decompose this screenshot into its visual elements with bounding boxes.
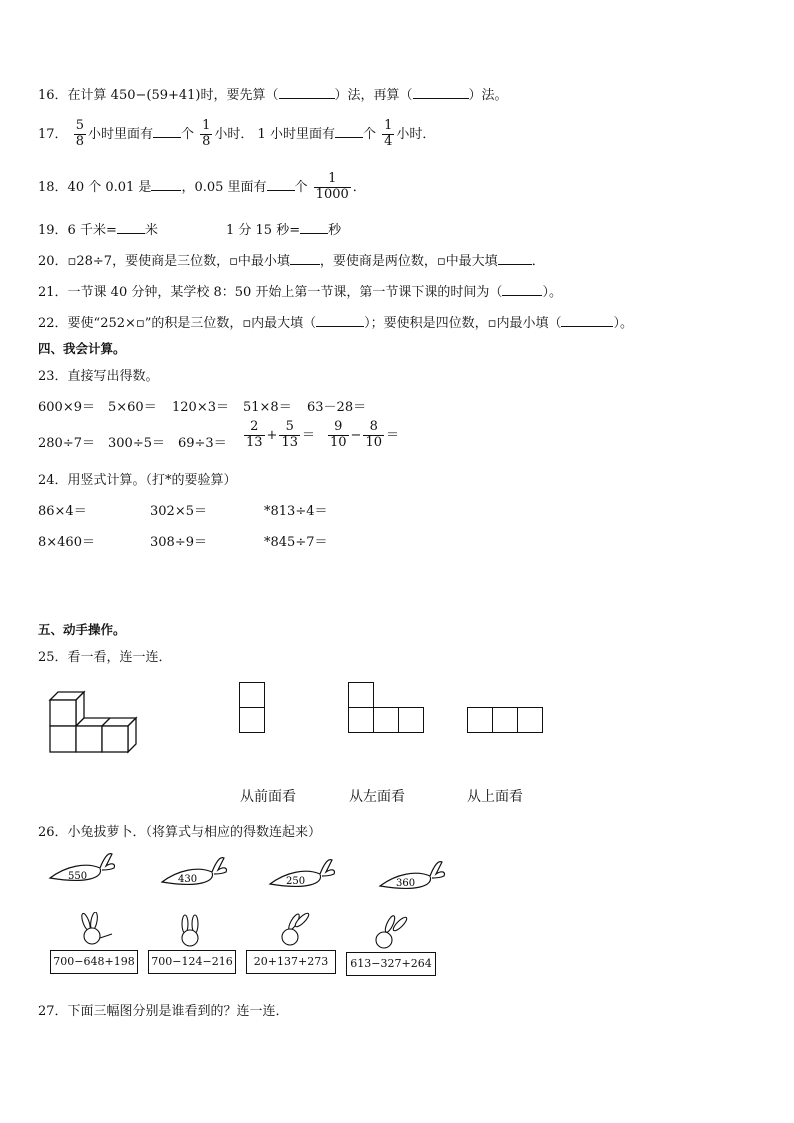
calc-item: 51×8＝	[243, 400, 292, 415]
section-4-heading: 四、我会计算。	[38, 341, 126, 356]
carrot-icon[interactable]	[266, 852, 338, 894]
fraction: $\frac{1}{1000}$	[315, 171, 349, 202]
answer-blank[interactable]	[335, 125, 363, 138]
view-left-cell	[398, 707, 424, 733]
calc-item: 120×3＝	[172, 400, 229, 415]
question-26-title: 26．小兔拔萝卜．（将算式与相应的得数连起来）	[38, 825, 322, 840]
question-23-title: 23．直接写出得数。	[38, 369, 159, 384]
calc-item: *813÷4＝	[264, 504, 328, 519]
answer-blank[interactable]	[561, 314, 613, 327]
rabbit-icon	[368, 914, 412, 950]
fraction-difference: $\frac{9}{10}$ − $\frac{8}{10}$ ＝	[330, 419, 400, 450]
fraction: $\frac{1}{8}$	[202, 118, 211, 149]
view-left-cell	[348, 682, 374, 708]
fraction-sum: $\frac{2}{13}$ + $\frac{5}{13}$ ＝	[246, 419, 316, 450]
calc-item: *845÷7＝	[264, 535, 328, 550]
calc-item: 600×9＝	[38, 400, 95, 415]
question-22: 22．要使“252×▫”的积是三位数，▫内最大填（ ）；要使积是四位数，▫内最小填（ ）。	[38, 316, 633, 331]
expression-box[interactable]: 700−124−216	[148, 950, 236, 974]
view-label: 从左面看	[349, 789, 405, 805]
answer-blank[interactable]	[279, 86, 335, 99]
section-5-heading: 五、动手操作。	[38, 622, 126, 637]
carrot-icon[interactable]	[158, 850, 230, 892]
answer-blank[interactable]	[502, 283, 542, 296]
answer-blank[interactable]	[413, 86, 469, 99]
rabbit-icon	[76, 912, 116, 948]
calc-item: 280÷7＝	[38, 436, 95, 451]
question-21: 21．一节课 40 分钟，某学校 8：50 开始上第一节课，第一节课下课的时间为（ ）。	[38, 285, 562, 300]
calc-item: 302×5＝	[150, 504, 207, 519]
answer-blank[interactable]	[117, 221, 145, 234]
svg-text:550: 550	[68, 871, 88, 882]
view-left-cell	[348, 707, 374, 733]
carrot-icon[interactable]	[376, 854, 448, 896]
calc-item: 308÷9＝	[150, 535, 207, 550]
view-label: 从前面看	[240, 789, 296, 805]
calc-item: 300÷5＝	[108, 436, 165, 451]
view-label: 从上面看	[467, 789, 523, 805]
svg-text:250: 250	[286, 876, 306, 887]
calc-item: 5×60＝	[108, 400, 157, 415]
expression-box[interactable]: 613−327+264	[346, 952, 436, 976]
answer-blank[interactable]	[153, 125, 181, 138]
calc-item: 63－28＝	[307, 400, 367, 415]
question-19: 19．6 千米= 米	[38, 223, 158, 238]
answer-blank[interactable]	[267, 178, 295, 191]
view-top-cell	[492, 707, 518, 733]
question-18: 18．40 个 0.01 是 ，0.05 里面有 个 $\frac{1}{1000}$ ．	[38, 171, 366, 202]
view-front-cell	[239, 707, 265, 733]
question-24-title: 24．用竖式计算。（打*的要验算）	[38, 473, 237, 488]
cube-stack-figure	[40, 686, 140, 756]
question-16: 16．在计算 450−(59+41)时，要先算（ ）法，再算（ ）法。	[38, 88, 508, 103]
carrot-icon[interactable]	[46, 848, 118, 890]
svg-text:430: 430	[178, 874, 198, 885]
svg-text:360: 360	[396, 878, 416, 889]
view-front-cell	[239, 682, 265, 708]
answer-blank[interactable]	[151, 178, 181, 191]
expression-box[interactable]: 700−648+198	[50, 950, 138, 974]
question-25-title: 25．看一看，连一连．	[38, 650, 172, 665]
answer-blank[interactable]	[300, 221, 328, 234]
rabbit-icon	[176, 914, 206, 948]
view-top-cell	[467, 707, 493, 733]
answer-blank[interactable]	[498, 252, 532, 265]
fraction: $\frac{5}{8}$	[75, 118, 84, 149]
question-19-part-b: 1 分 15 秒= 秒	[226, 223, 342, 238]
fraction: $\frac{1}{4}$	[384, 118, 393, 149]
view-left-cell	[373, 707, 399, 733]
calc-item: 8×460＝	[38, 535, 95, 550]
calc-item: 69÷3＝	[178, 436, 227, 451]
calc-item: 86×4＝	[38, 504, 87, 519]
answer-blank[interactable]	[290, 252, 320, 265]
rabbit-icon	[272, 912, 312, 948]
question-27-title: 27．下面三幅图分别是谁看到的？连一连．	[38, 1004, 289, 1019]
expression-box[interactable]: 20+137+273	[246, 950, 336, 974]
view-top-cell	[517, 707, 543, 733]
question-20: 20．▫28÷7，要使商是三位数，▫中最小填 ，要使商是两位数，▫中最大填 ．	[38, 254, 545, 269]
answer-blank[interactable]	[316, 314, 364, 327]
question-17: 17． $\frac{5}{8}$ 小时里面有 个 $\frac{1}{8}$ 小时． 1 小时里面有 个 $\frac{1}{4}$ 小时．	[38, 118, 436, 149]
